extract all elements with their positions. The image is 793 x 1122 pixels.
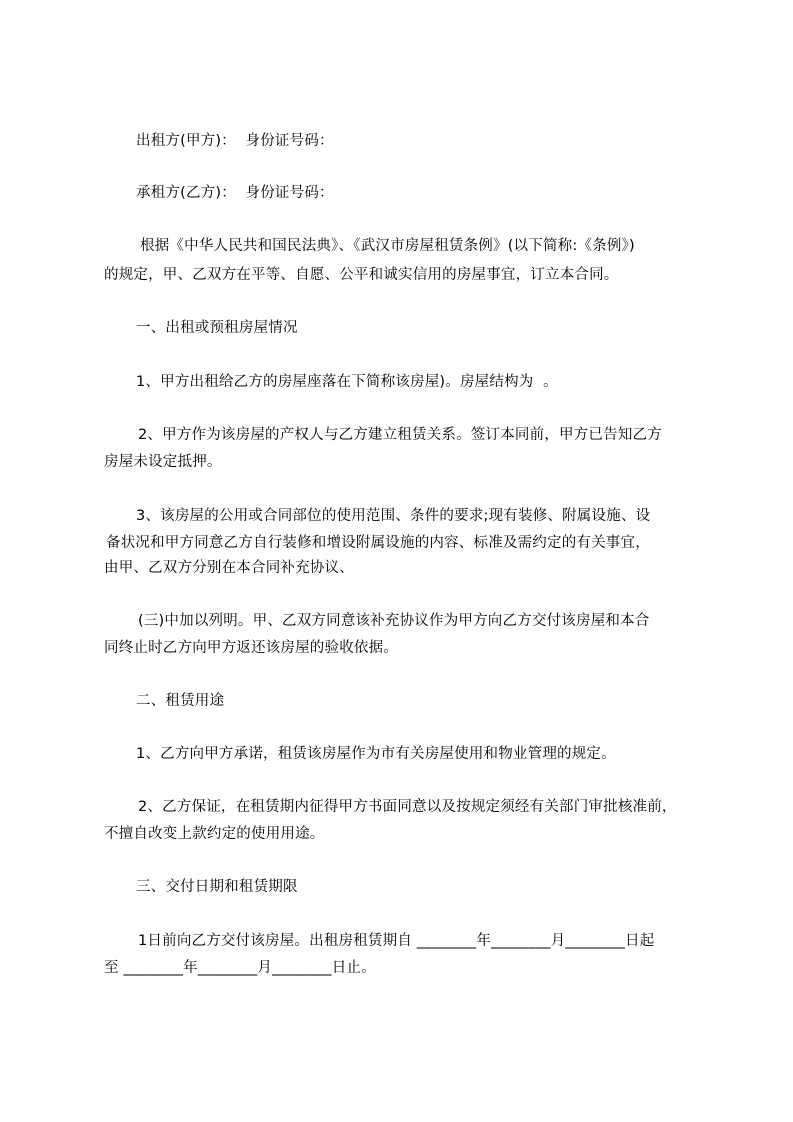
clause-3-1-line-1: 1日前向乙方交付该房屋。出租房租赁期自 ________年________月________日起 <box>138 933 655 949</box>
preamble-line-1: 根据《中华人民共和国民法典》、《武汉市房屋租赁条例》(以下简称:《条例》) <box>140 238 635 254</box>
lessee-line: 承租方(乙方)： 身份证号码： <box>136 185 334 201</box>
section-heading-1: 一、出租或预租房屋情况 <box>136 320 298 336</box>
clause-1-3-line-2: 备状况和甲方同意乙方自行装修和增设附属设施的内容、标准及需约定的有关事宜， <box>106 535 650 551</box>
clause-2-2-line-1: 2、乙方保证，在租赁期内征得甲方书面同意以及按规定须经有关部门审批核准前， <box>138 799 677 815</box>
lessor-line: 出租方(甲方)： 身份证号码： <box>136 133 334 149</box>
preamble-line-2: 的规定，甲、乙双方在平等、自愿、公平和诚实信用的房屋事宜，订立本合同。 <box>104 267 619 283</box>
clause-2-2-line-2: 不擅自改变上款约定的使用用途。 <box>104 826 325 842</box>
clause-1-2-line-1: 2、甲方作为该房屋的产权人与乙方建立租赁关系。签订本同前，甲方已告知乙方 <box>138 427 662 443</box>
clause-1-1: 1、甲方出租给乙方的房屋座落在下简称该房屋)。房屋结构为 。 <box>136 374 558 390</box>
clause-1-3-line-1: 3、该房屋的公用或合同部位的使用范围、条件的要求;现有装修、附属设施、设 <box>136 508 651 524</box>
clause-1-3-cont-line-1: (三)中加以列明。甲、乙双方同意该补充协议作为甲方向乙方交付该房屋和本合 <box>138 613 650 629</box>
section-heading-2: 二、租赁用途 <box>136 693 225 709</box>
section-heading-3: 三、交付日期和租赁期限 <box>136 879 298 895</box>
clause-2-1: 1、乙方向甲方承诺，租赁该房屋作为市有关房屋使用和物业管理的规定。 <box>136 746 616 762</box>
clause-1-2-line-2: 房屋未设定抵押。 <box>104 454 222 470</box>
clause-1-3-cont-line-2: 同终止时乙方向甲方返还该房屋的验收依据。 <box>104 640 398 656</box>
clause-3-1-line-2: 至 ________年________月________日止。 <box>104 960 376 976</box>
clause-1-3-line-3: 由甲、乙双方分别在本合同补充协议、 <box>104 560 354 576</box>
